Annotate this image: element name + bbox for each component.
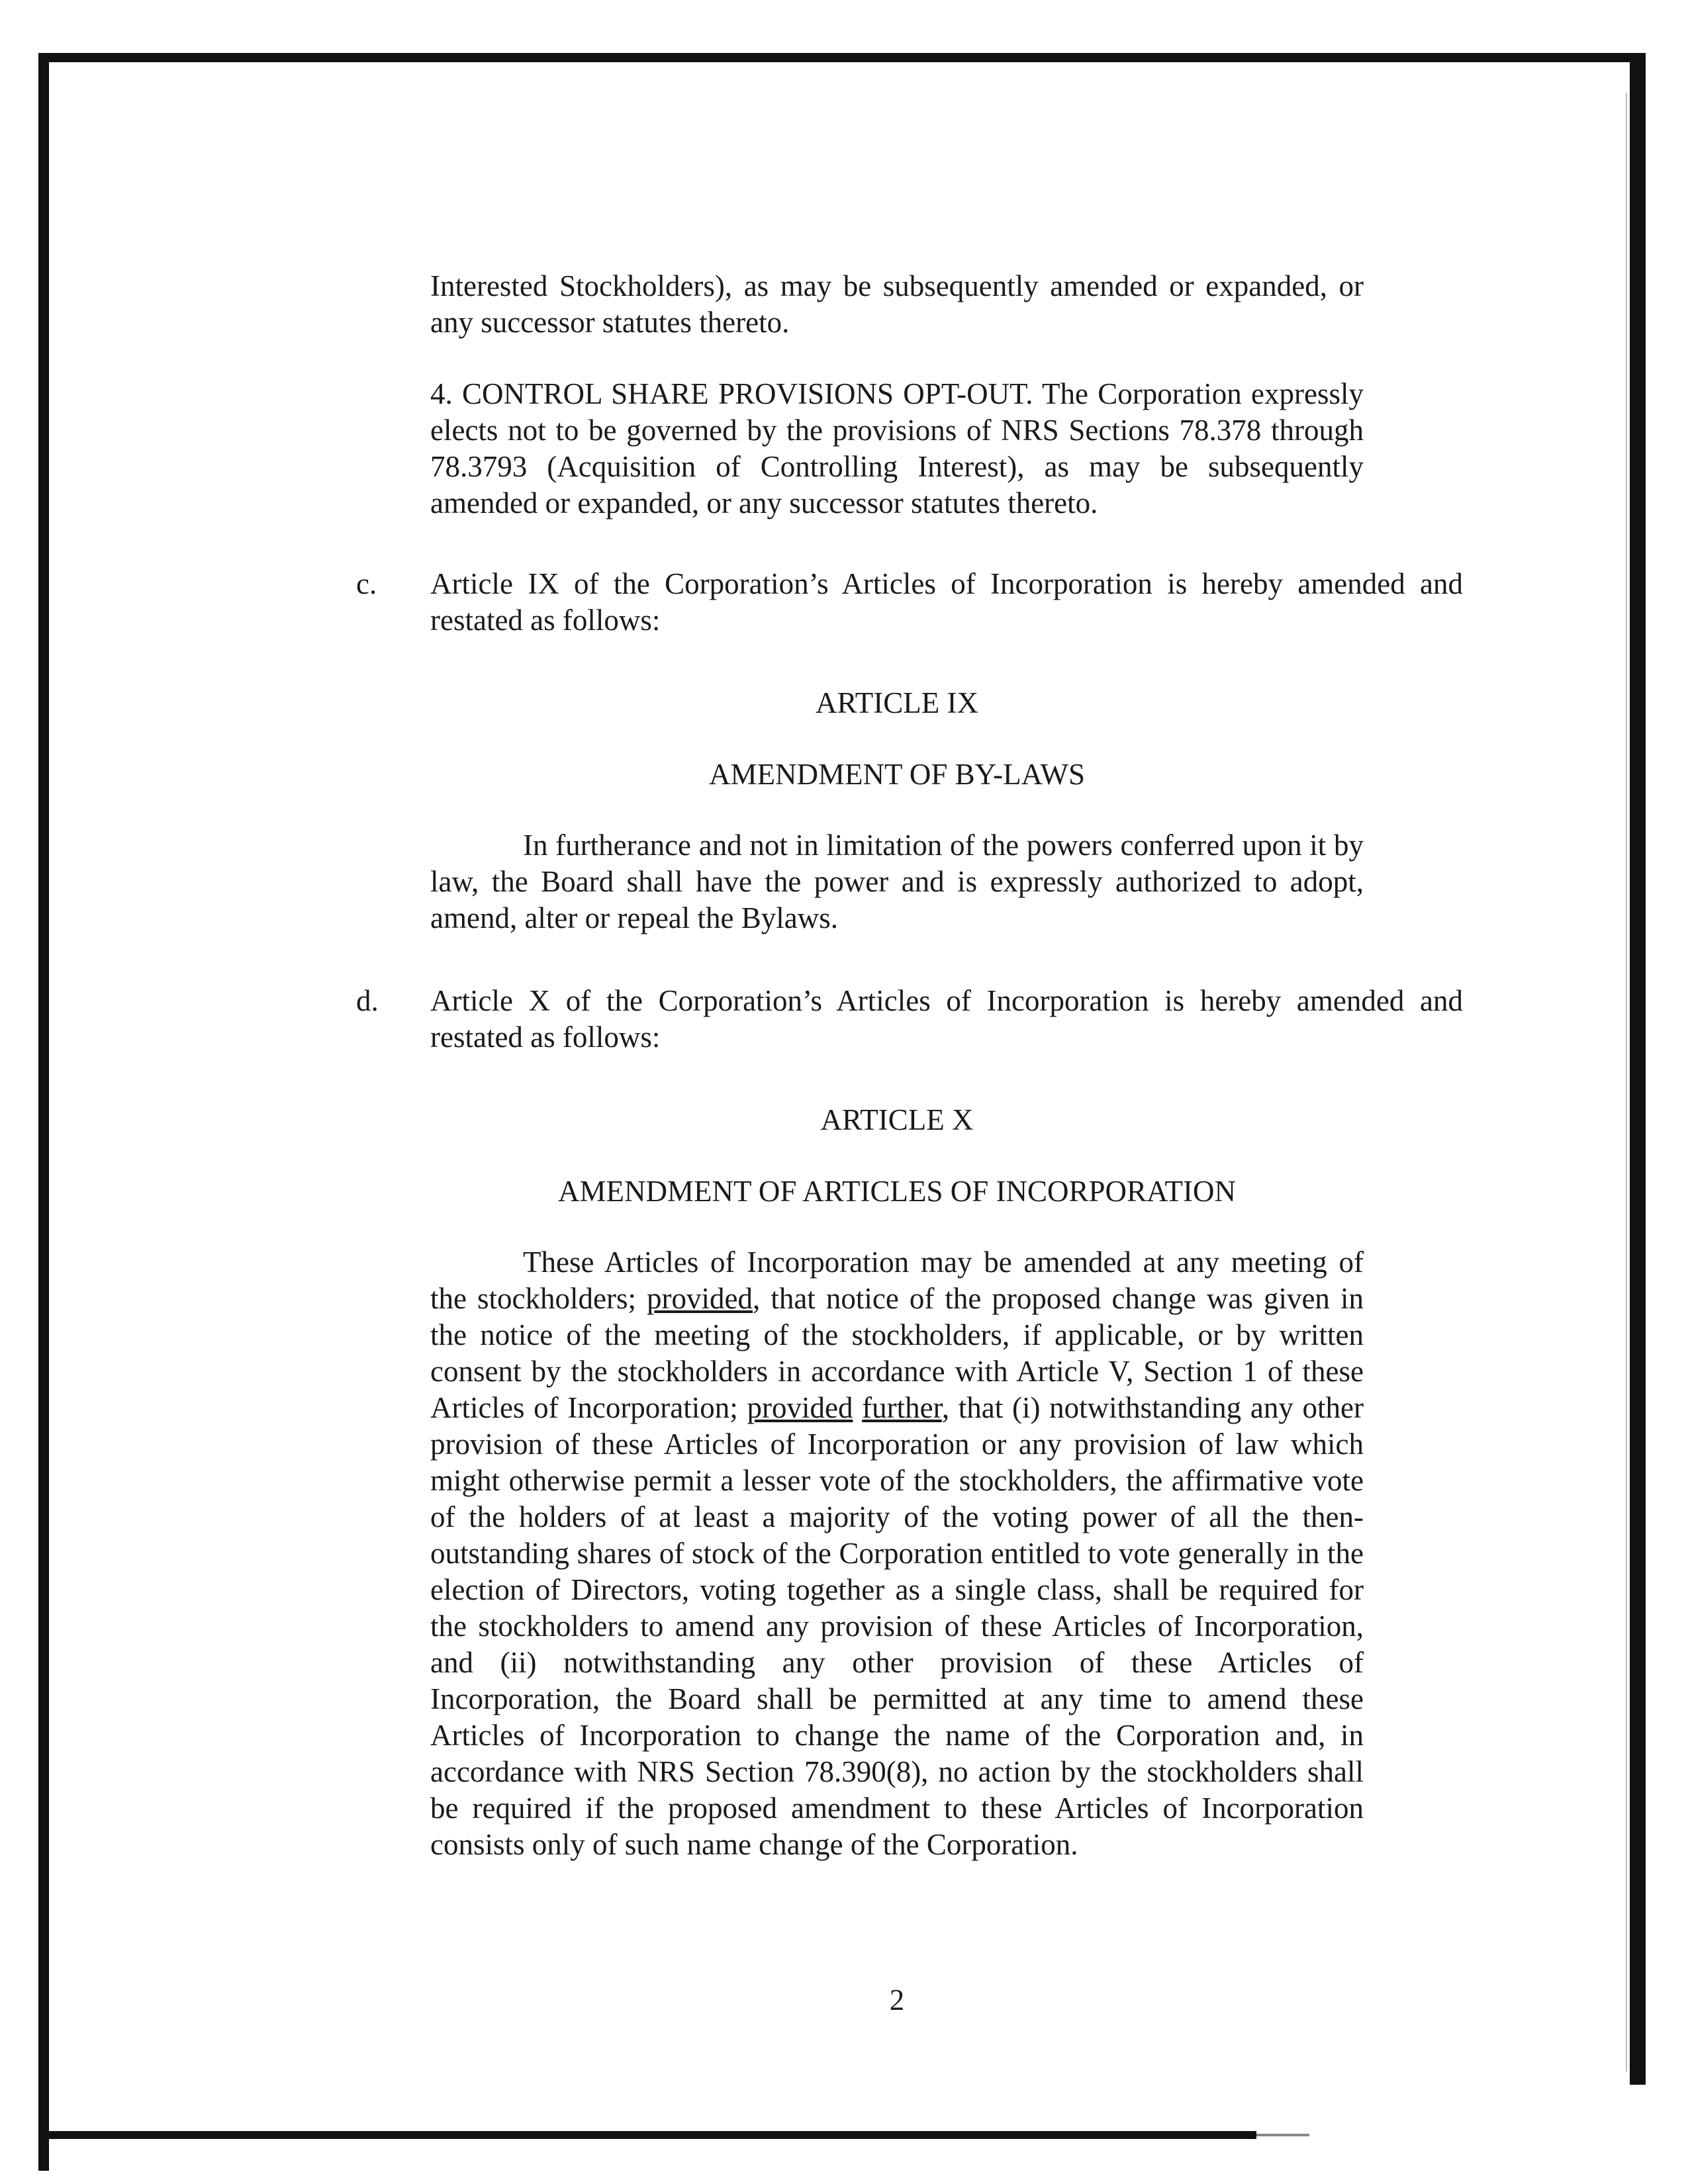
continuation-paragraph: Interested Stockholders), as may be subsequently amended or expanded, or any successor statutes thereto.: [430, 269, 1364, 339]
item-c-paragraph: Article IX of the Corporation’s Articles of Incorporation is hereby amended and restated as follows:: [430, 567, 1463, 637]
article-ix-body: In furtherance and not in limitation of the powers conferred upon it by law, the Board shall have the power and is expressly authorized to adopt, amend, alter or repeal the Bylaws.: [430, 829, 1364, 934]
scan-edge-right: [1630, 53, 1646, 2085]
section-4-paragraph: 4. CONTROL SHARE PROVISIONS OPT-OUT. The Corporation expressly elects not to be governed by the provisions of NRS Sections 78.378 through 78.3793 (Acquisition of Controlling Interest), as may be subsequently amended or expanded, or any successor statutes thereto.: [430, 377, 1364, 520]
item-d-paragraph: Article X of the Corporation’s Articles of Incorporation is hereby amended and restated as follows:: [430, 984, 1463, 1054]
article-x-body: [430, 1244, 1364, 1863]
provided-underlined: provided: [647, 1282, 753, 1315]
article-ix-title: ARTICLE IX: [815, 686, 978, 719]
scan-edge-bottom-fade: [1256, 2134, 1309, 2136]
scan-edge-bottom: [38, 2131, 1256, 2139]
article-x-body-part3: , that (i) notwithstanding any other provision of these Articles of Incorporation or any provision of law which might otherwise permit a lesser vote of the stockholders, the affirmative vote of the holders of at least a majority of the voting power of all the then-outstanding shares of stock of the Corporation entitled to vote generally in the election of Directors, voting together as a single class, shall be required for the stockholders to amend any provision of these Articles of Incorporation, and (ii) notwithstanding any other provision of these Articles of Incorporation, the Board shall be permitted at any time to amend these Articles of Incorporation to change the name of the Corporation and, in accordance with NRS Section 78.390(8), no action by the stockholders shall be required if the proposed amendment to these Articles of Incorporation consists only of such name change of the Corporation.: [430, 1391, 1364, 1861]
scan-edge-left: [38, 53, 49, 2171]
item-c-marker: c.: [356, 567, 377, 600]
article-ix-subtitle: AMENDMENT OF BY-LAWS: [708, 758, 1086, 791]
provided-further-underlined-2: further: [862, 1391, 942, 1424]
article-x-title: ARTICLE X: [820, 1103, 974, 1136]
article-x-space: [853, 1391, 862, 1424]
scan-edge-top: [38, 53, 1640, 62]
provided-further-underlined-1: provided: [747, 1391, 853, 1424]
page-number: 2: [889, 1983, 905, 2017]
article-x-body-part2: , that notice of the proposed change was given in the notice of the meeting of the stockholders, if applicable, or by written consent by the stockholders in accordance with Article V, Section 1 of these Articles of Incorporation;: [430, 1282, 1364, 1424]
article-x-body-part1: These Articles of Incorporation may be amended at any meeting of the stockholders;: [430, 1246, 1364, 1315]
scan-edge-right-inner: [1626, 93, 1627, 2071]
article-x-subtitle: AMENDMENT OF ARTICLES OF INCORPORATION: [557, 1175, 1237, 1208]
item-d-marker: d.: [356, 984, 379, 1017]
